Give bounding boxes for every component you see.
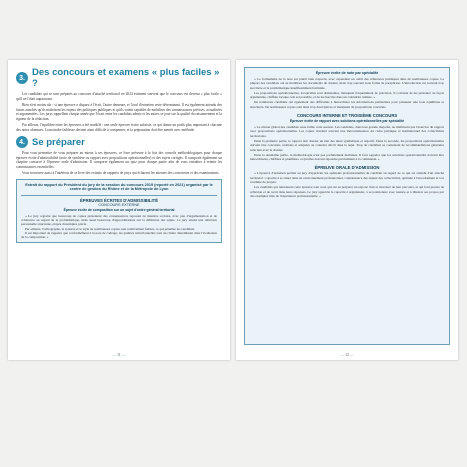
box-paragraph: Par ailleurs, l'orthographe, la syntaxe et le style de nombreuses copies sont relativement faibles, ce qui pénalise les candidats. bbox=[25, 226, 195, 231]
box-paragraph: Dans la première partie, le rapport doit dresser un état des lieux synthétique et objectif. Dans la seconde, les propositions opérationnelles doivent être concrètes, réalistes et adaptées au contexte décrit dans le sujet. Trop de candidats se contentent de recommandations générales sans lien avec le dossier. bbox=[250, 138, 444, 152]
section-title: Des concours et examens « plus faciles » ? bbox=[32, 67, 220, 89]
jury-extract-box bbox=[16, 179, 222, 244]
section-title: Se préparer bbox=[32, 136, 85, 148]
box-paragraph: De nombreux candidats ont également des difficultés à hiérarchiser les informations pertinentes pour présenter une note équilibrée et structurée. De nombreuses copies sont ainsi trop descriptives et manquent de propositions concrètes. bbox=[250, 100, 444, 109]
section-number-badge: 3. bbox=[16, 72, 28, 84]
box-subsubheading: Épreuve écrite de composition sur un sujet d'ordre général territorial bbox=[63, 207, 175, 212]
box-band-heading: CONCOURS INTERNE ET TROISIÈME CONCOURS bbox=[296, 113, 398, 119]
left-page bbox=[8, 60, 230, 360]
box-paragraph: Les candidats qui réussissent cette épreuve sont ceux qui ont su préparer un exposé clair et structuré de leur parcours, et qui font preuve de réflexion et de recul dans leurs réponses. Le jury apprécie la capacité à argumenter, à se positionner avec nuance et à illustrer ses propos par des exemples tirés de l'expérience professionnelle. » bbox=[250, 185, 444, 198]
jury-extract-box-continued bbox=[244, 67, 450, 345]
box-paragraph: « Le niveau global des candidats reste faible cette session. Les candidats, dans leur grande majorité, ne maîtrisent pas l'exercice du rapport avec propositions opérationnelles. Les copies révèlent souvent une méconnaissance du cadre juridique et institutionnel des collectivités territoriales. bbox=[250, 125, 444, 138]
paragraph: Pour vous permettre de vous préparer au mieux à ces épreuves, ce livre présente à la fois des conseils méthodologiques pour chaque épreuve écrite d'admissibilité (note de synthèse ou rapport avec propositions opérationnelles) et des sujets corrigés. Il comporte également un chapitre consacré à l'épreuve orale d'admission. Il comporte également un quiz pour chaque partie afin de vous entraîner à retenir les connaissances essentielles. bbox=[16, 151, 222, 169]
book-spread bbox=[8, 60, 459, 360]
box-paragraph: « Le jury regrette que beaucoup de copies présentent des connaissances reposant de manière scolaire, avec peu d'argumentation et de cohérence au regard de la problématique, mais aussi beaucoup d'approximations sur la définition des sujets. Le jury attend une réflexion personnelle structurée, étayée d'exemples précis. bbox=[21, 213, 217, 227]
page-number: — 11 — bbox=[112, 353, 126, 357]
box-subheading: CONCOURS EXTERNE bbox=[98, 202, 140, 207]
page-number-text: 11 bbox=[117, 353, 121, 357]
extract-title: Extrait du rapport du Président du jury de la session du concours 2019 (reporté en 2021) organisé par le centre de gestion du Rhône et de la Métropole de Lyon bbox=[25, 182, 213, 192]
page-number: — 12 — bbox=[340, 353, 354, 357]
section-heading-4 bbox=[16, 136, 222, 148]
box-paragraph: Dans la deuxième partie, la méthodologie n'est pas parfaitement maîtrisée. Il faut rappeler que les solutions opérationnelles doivent être hiérarchisées, chiffrées et planifiées, et qu'elles doivent répondre précisément à la commande. » bbox=[250, 152, 444, 162]
section-number-badge: 4. bbox=[16, 136, 28, 148]
box-subsubheading: Épreuve écrite de rapport avec solutions opérationnelles par spécialité bbox=[289, 119, 405, 124]
paragraph: Rien n'est moins sûr : si une épreuve a disparu à l'écrit, l'autre demeure, et l'oral d'entretien reste déterminant. Il est également attendu des futurs attachés qu'ils maîtrisent les enjeux des politiques publiques et qu'ils soient capables de mobiliser des connaissances précises, actualisées et argumentées. Les jurys rappellent chaque année que l'écart entre les candidats admis et les autres se joue sur la qualité du raisonnement et la rigueur de la rédaction. bbox=[16, 103, 222, 121]
page-number-text: 12 bbox=[345, 353, 349, 357]
paragraph: Les candidats qui se sont préparés au concours d'attaché territorial en 2024 estiment souvent que le concours est devenu « plus facile » qu'il ne l'était auparavant. bbox=[16, 92, 222, 101]
box-band-heading: ÉPREUVE ORALE D'ADMISSION bbox=[314, 165, 380, 171]
box-paragraph: Il est important de rappeler que conformément à la note de cadrage, les qualités rédactionnelles sont un critère déterminant dans l'évaluation de la composition. » bbox=[21, 230, 217, 240]
box-paragraph: « Le formalisme de la note est plutôt bien respecté, avec cependant un oubli des références juridiques dans de nombreuses copies. La plupart des candidats ont su mobiliser les documents du dossier, mais trop souvent sous forme de paraphrase. L'introduction est souvent trop succincte et la problématique insuffisamment formulée. bbox=[250, 77, 444, 90]
section-heading-3 bbox=[16, 67, 222, 89]
box-paragraph: « L'épreuve d'entretien permet au jury d'apprécier les aptitudes professionnelles du candidat au regard de ce qui est attendu d'un attaché territorial : capacité à se situer dans un environnement professionnel, connaissance des enjeux des collectivités, aptitude à l'encadrement et à la conduite de projets. bbox=[250, 171, 444, 185]
paragraph: Vous trouverez aussi à l'intérieur de ce livre des extraits de rapports de jurys qui éclairent les attentes des correcteurs et des examinateurs. bbox=[22, 171, 220, 175]
paragraph: Par ailleurs, l'équilibre entre les épreuves a été modifié : une seule épreuve écrite subsiste, ce qui donne un poids plus important à chacune des notes obtenues. La moindre faiblesse devient ainsi difficile à compenser, et la préparation doit être menée avec méthode. bbox=[16, 123, 222, 132]
box-paragraph: Les propositions opérationnelles, lorsqu'elles sont demandées, manquent fréquemment de précision. Il convient de les présenter de façon argumentée, chiffrée lorsque cela est possible, et de les inscrire dans un calendrier réaliste. » bbox=[250, 90, 444, 100]
box-heading: ÉPREUVES ÉCRITES D'ADMISSIBILITÉ bbox=[21, 195, 217, 203]
box-heading: Épreuve écrite de note par spécialité bbox=[315, 71, 379, 75]
right-page bbox=[236, 60, 458, 360]
